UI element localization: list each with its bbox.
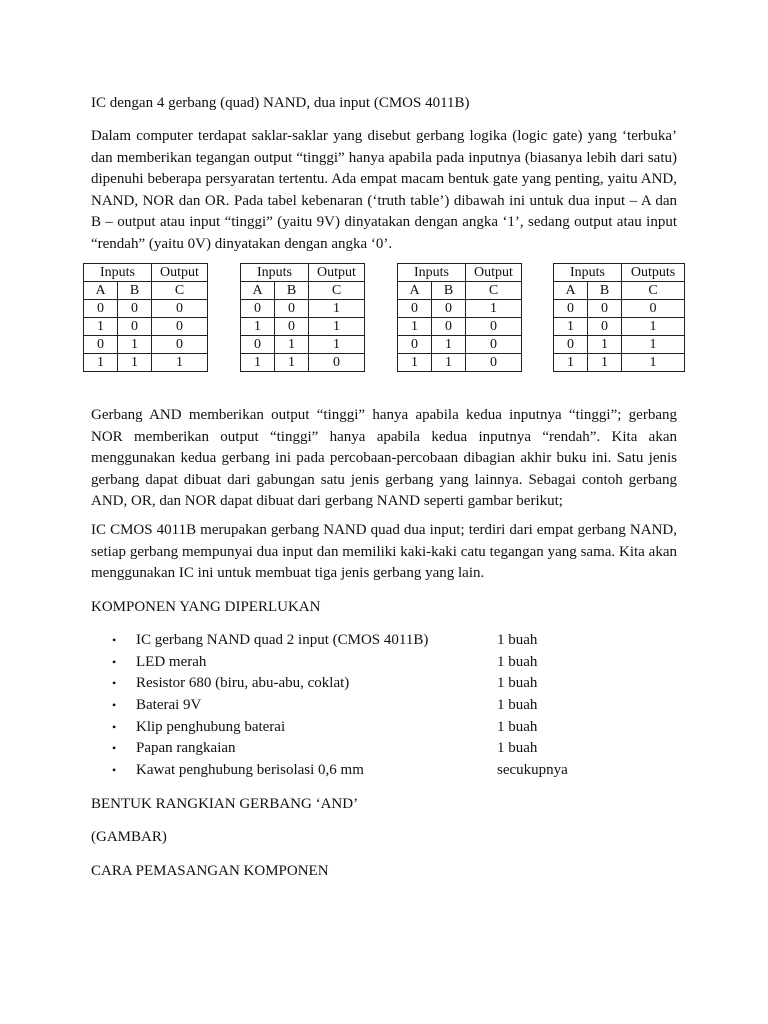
list-item bbox=[112, 761, 612, 783]
col-b-header: B bbox=[588, 282, 622, 300]
table-cell: 0 bbox=[588, 300, 622, 318]
table-cell: 1 bbox=[309, 318, 365, 336]
table-row bbox=[84, 336, 208, 354]
table-row bbox=[241, 318, 365, 336]
components-list bbox=[112, 631, 612, 783]
table-cell: 0 bbox=[241, 300, 275, 318]
table-row bbox=[84, 354, 208, 372]
table-cell: 1 bbox=[309, 336, 365, 354]
component-name: Resistor 680 (biru, abu-abu, coklat) bbox=[136, 675, 350, 692]
component-qty: 1 buah bbox=[497, 697, 538, 714]
col-b-header: B bbox=[275, 282, 309, 300]
col-b-header: B bbox=[118, 282, 152, 300]
col-a-header: A bbox=[398, 282, 432, 300]
list-item bbox=[112, 653, 612, 675]
output-header: Output bbox=[466, 264, 522, 282]
col-c-header: C bbox=[466, 282, 522, 300]
col-a-header: A bbox=[554, 282, 588, 300]
table-cell: 1 bbox=[241, 318, 275, 336]
table-cell: 0 bbox=[588, 318, 622, 336]
table-cell: 0 bbox=[275, 318, 309, 336]
table-row bbox=[241, 300, 365, 318]
component-name: IC gerbang NAND quad 2 input (CMOS 4011B) bbox=[136, 632, 429, 648]
bullet-icon: • bbox=[112, 719, 117, 734]
table-cell: 1 bbox=[622, 336, 685, 354]
list-item bbox=[112, 739, 612, 761]
component-name: Klip penghubung baterai bbox=[136, 718, 286, 735]
table-cell: 1 bbox=[84, 318, 118, 336]
col-c-header: C bbox=[622, 282, 685, 300]
component-qty: 1 buah bbox=[497, 632, 538, 648]
table-cell: 1 bbox=[588, 354, 622, 372]
table-cell: 1 bbox=[398, 354, 432, 372]
truth-table-or bbox=[553, 263, 685, 372]
table-cell: 1 bbox=[432, 336, 466, 354]
table-cell: 0 bbox=[554, 300, 588, 318]
list-item bbox=[112, 718, 612, 740]
component-qty: 1 buah bbox=[497, 718, 538, 735]
table-row bbox=[398, 300, 522, 318]
table-cell: 0 bbox=[309, 354, 365, 372]
table-cell: 0 bbox=[432, 318, 466, 336]
table-row bbox=[84, 300, 208, 318]
table-row bbox=[84, 318, 208, 336]
col-a-header: A bbox=[241, 282, 275, 300]
bullet-icon: • bbox=[112, 698, 117, 713]
inputs-header: Inputs bbox=[398, 264, 466, 282]
table-cell: 0 bbox=[152, 336, 208, 354]
table-cell: 1 bbox=[554, 318, 588, 336]
table-cell: 0 bbox=[118, 318, 152, 336]
inputs-header: Inputs bbox=[84, 264, 152, 282]
components-heading: KOMPONEN YANG DIPERLUKAN bbox=[91, 599, 321, 615]
output-header: Output bbox=[152, 264, 208, 282]
table-cell: 0 bbox=[466, 336, 522, 354]
inputs-header: Inputs bbox=[241, 264, 309, 282]
component-name: Baterai 9V bbox=[136, 697, 202, 714]
output-header: Outputs bbox=[622, 264, 685, 282]
output-header: Output bbox=[309, 264, 365, 282]
table-row bbox=[554, 336, 685, 354]
table-cell: 1 bbox=[84, 354, 118, 372]
table-cell: 1 bbox=[152, 354, 208, 372]
table-cell: 1 bbox=[588, 336, 622, 354]
table-cell: 0 bbox=[466, 354, 522, 372]
table-row bbox=[241, 336, 365, 354]
bullet-icon: • bbox=[112, 654, 117, 669]
table-cell: 0 bbox=[275, 300, 309, 318]
component-qty: 1 buah bbox=[497, 740, 538, 757]
table-row bbox=[398, 354, 522, 372]
component-name: Kawat penghubung berisolasi 0,6 mm bbox=[136, 762, 364, 779]
component-qty: 1 buah bbox=[497, 653, 538, 670]
bullet-icon: • bbox=[112, 763, 117, 778]
table-row bbox=[554, 300, 685, 318]
table-cell: 0 bbox=[118, 300, 152, 318]
figure-placeholder: (GAMBAR) bbox=[91, 829, 167, 845]
truth-table-nor bbox=[397, 263, 522, 372]
table-row bbox=[554, 354, 685, 372]
list-item bbox=[112, 674, 612, 696]
table-cell: 0 bbox=[398, 300, 432, 318]
bullet-icon: • bbox=[112, 741, 117, 756]
truth-table-nand bbox=[240, 263, 365, 372]
gates-paragraph: Gerbang AND memberikan output “tinggi” hanya apabila kedua inputnya “tinggi”; gerbang NOR memberikan output “tinggi” hanya apabila kedua inputnya “rendah”. Kita akan menggunakan kedua gerbang ini pada percobaan-percobaan dibagian akhir buku ini. Satu jenis gerbang dapat dibuat dari gabungan satu jenis gerbang yang lainnya. Sebagai contoh gerbang AND, OR, dan NOR dapat dibuat dari gerbang NAND seperti gambar berikut; bbox=[91, 407, 677, 509]
table-row bbox=[398, 318, 522, 336]
inputs-header: Inputs bbox=[554, 264, 622, 282]
page-title: IC dengan 4 gerbang (quad) NAND, dua input (CMOS 4011B) bbox=[91, 95, 470, 111]
ic-paragraph: IC CMOS 4011B merupakan gerbang NAND quad dua input; terdiri dari empat gerbang NAND, setiap gerbang mempunyai dua input dan memiliki kaki-kaki catu tegangan yang sama. Kita akan menggunakan IC ini untuk membuat tiga jenis gerbang yang lain. bbox=[91, 522, 677, 581]
table-cell: 0 bbox=[84, 336, 118, 354]
table-cell: 1 bbox=[622, 318, 685, 336]
col-c-header: C bbox=[152, 282, 208, 300]
table-cell: 1 bbox=[309, 300, 365, 318]
table-cell: 1 bbox=[275, 354, 309, 372]
table-cell: 0 bbox=[152, 318, 208, 336]
table-cell: 0 bbox=[152, 300, 208, 318]
table-cell: 0 bbox=[622, 300, 685, 318]
table-cell: 0 bbox=[466, 318, 522, 336]
col-c-header: C bbox=[309, 282, 365, 300]
table-cell: 0 bbox=[241, 336, 275, 354]
table-cell: 0 bbox=[398, 336, 432, 354]
table-cell: 1 bbox=[432, 354, 466, 372]
table-cell: 0 bbox=[432, 300, 466, 318]
table-row bbox=[241, 354, 365, 372]
truth-table-and bbox=[83, 263, 208, 372]
table-cell: 0 bbox=[84, 300, 118, 318]
table-row bbox=[398, 336, 522, 354]
bullet-icon: • bbox=[112, 676, 117, 691]
table-cell: 1 bbox=[466, 300, 522, 318]
bullet-icon: • bbox=[112, 633, 117, 647]
component-qty: 1 buah bbox=[497, 675, 538, 692]
component-name: LED merah bbox=[136, 653, 207, 670]
col-a-header: A bbox=[84, 282, 118, 300]
table-cell: 1 bbox=[118, 354, 152, 372]
table-cell: 1 bbox=[275, 336, 309, 354]
col-b-header: B bbox=[432, 282, 466, 300]
intro-paragraph: Dalam computer terdapat saklar-saklar yang disebut gerbang logika (logic gate) yang ‘terbuka’ dan memberikan tegangan output “tinggi” hanya apabila pada inputnya (biasanya lebih dari satu) dipenuhi beberapa persyaratan tertentu. Ada empat macam bentuk gate yang penting, yaitu AND, NAND, NOR dan OR. Pada tabel kebenaran (‘truth table’) dibawah ini untuk dua input – A dan B – output atau input “tinggi” (yaitu 9V) dinyatakan dengan angka ‘1’, sedang output atau input “rendah” (yaitu 0V) dinyatakan dengan angka ‘0’. bbox=[91, 128, 677, 252]
assembly-heading: CARA PEMASANGAN KOMPONEN bbox=[91, 863, 329, 879]
table-cell: 1 bbox=[241, 354, 275, 372]
component-qty: secukupnya bbox=[497, 762, 568, 779]
list-item bbox=[112, 631, 612, 653]
table-cell: 1 bbox=[622, 354, 685, 372]
list-item bbox=[112, 696, 612, 718]
table-cell: 1 bbox=[554, 354, 588, 372]
table-row bbox=[554, 318, 685, 336]
component-name: Papan rangkaian bbox=[136, 740, 236, 757]
table-cell: 0 bbox=[554, 336, 588, 354]
table-cell: 1 bbox=[398, 318, 432, 336]
circuit-heading: BENTUK RANGKIAN GERBANG ‘AND’ bbox=[91, 796, 359, 812]
table-cell: 1 bbox=[118, 336, 152, 354]
